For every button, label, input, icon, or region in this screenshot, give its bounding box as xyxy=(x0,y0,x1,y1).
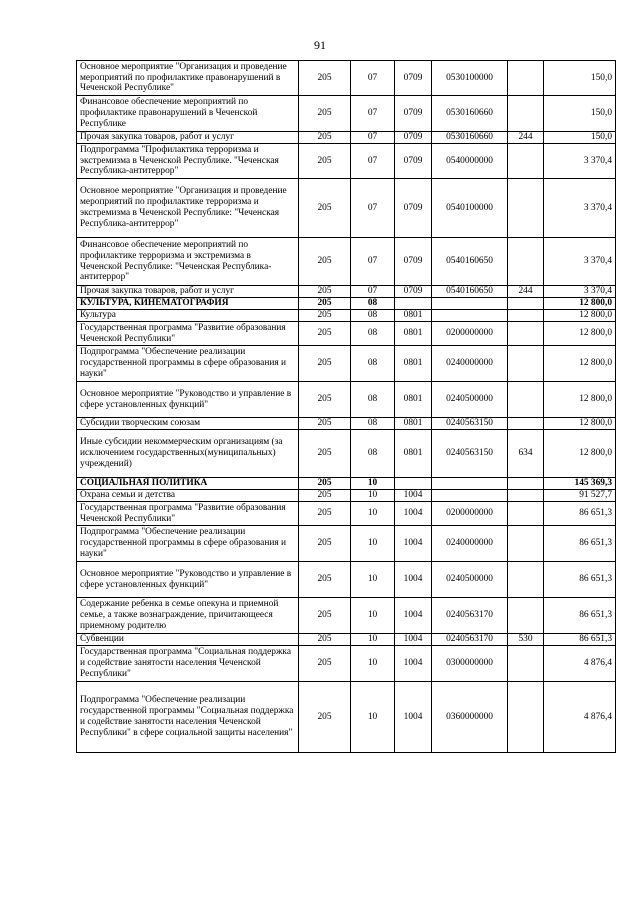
table-cell-ved: 205 xyxy=(299,61,351,96)
table-cell-cs: 0540100000 xyxy=(432,179,508,238)
table-cell-pr: 0709 xyxy=(395,179,432,238)
table-cell-vr xyxy=(508,61,544,96)
table-cell-cs: 0240563170 xyxy=(432,598,508,634)
table-cell-sum: 12 800,0 xyxy=(544,430,616,478)
table-cell-vr xyxy=(508,502,544,526)
table-cell-ved: 205 xyxy=(299,132,351,144)
table-cell-sum: 86 651,3 xyxy=(544,502,616,526)
table-cell-rz: 10 xyxy=(351,478,395,490)
table-cell-vr xyxy=(508,298,544,310)
table-cell-ved: 205 xyxy=(299,179,351,238)
table-cell-name: Финансовое обеспечение мероприятий по профилактике терроризма и экстремизма в Чеченской Республике: "Чеченская Республика-антитеррор" xyxy=(77,238,299,286)
table-cell-name: Субсидии творческим союзам xyxy=(77,418,299,430)
table-cell-vr xyxy=(508,526,544,562)
table-cell-ved: 205 xyxy=(299,96,351,132)
table-row xyxy=(77,430,616,478)
table-cell-sum: 4 876,4 xyxy=(544,646,616,682)
table-row xyxy=(77,346,616,382)
table-cell-vr xyxy=(508,346,544,382)
table-cell-vr: 530 xyxy=(508,634,544,646)
table-cell-sum: 86 651,3 xyxy=(544,598,616,634)
table-cell-name: Государственная программа "Социальная поддержка и содействие занятости населения Чеченской Республики" xyxy=(77,646,299,682)
page-number: 91 xyxy=(314,38,326,52)
table-cell-name: Подпрограмма "Обеспечение реализации государственной программы "Социальная поддержка и содействие занятости населения Чеченской Республики" в сфере социальной защиты населения" xyxy=(77,682,299,753)
table-row xyxy=(77,238,616,286)
table-cell-rz: 07 xyxy=(351,179,395,238)
table-cell-ved: 205 xyxy=(299,144,351,179)
table-row xyxy=(77,310,616,322)
table-cell-rz: 08 xyxy=(351,418,395,430)
table-cell-rz: 08 xyxy=(351,322,395,346)
table-cell-name: Подпрограмма "Обеспечение реализации государственной программы в сфере образования и науки" xyxy=(77,346,299,382)
table-cell-rz: 10 xyxy=(351,562,395,598)
table-cell-name: Основное мероприятие "Организация и проведение мероприятий по профилактике правонарушений в Чеченской Республике" xyxy=(77,61,299,96)
table-cell-vr xyxy=(508,490,544,502)
table-row xyxy=(77,598,616,634)
table-cell-sum: 150,0 xyxy=(544,132,616,144)
table-cell-pr: 0801 xyxy=(395,346,432,382)
table-cell-pr: 0709 xyxy=(395,144,432,179)
table-row xyxy=(77,490,616,502)
table-cell-ved: 205 xyxy=(299,562,351,598)
table-row xyxy=(77,286,616,298)
table-cell-ved: 205 xyxy=(299,634,351,646)
table-cell-ved: 205 xyxy=(299,502,351,526)
table-cell-vr xyxy=(508,382,544,418)
table-cell-rz: 08 xyxy=(351,346,395,382)
table-cell-sum: 12 800,0 xyxy=(544,322,616,346)
table-cell-name: Культура xyxy=(77,310,299,322)
table-cell-cs: 0540160650 xyxy=(432,286,508,298)
table-cell-name: Основное мероприятие "Руководство и управление в сфере установленных функций" xyxy=(77,382,299,418)
table-cell-cs xyxy=(432,298,508,310)
table-cell-cs: 0240563150 xyxy=(432,430,508,478)
table-row xyxy=(77,562,616,598)
table-cell-rz: 07 xyxy=(351,238,395,286)
table-cell-name: Иные субсидии некоммерческим организациям (за исключением государственных(муниципальных) учреждений) xyxy=(77,430,299,478)
table-cell-vr: 244 xyxy=(508,132,544,144)
table-cell-sum: 3 370,4 xyxy=(544,238,616,286)
table-cell-vr xyxy=(508,478,544,490)
table-cell-pr: 0801 xyxy=(395,430,432,478)
table-cell-cs: 0240000000 xyxy=(432,346,508,382)
table-row xyxy=(77,646,616,682)
table-row xyxy=(77,634,616,646)
table-row xyxy=(77,132,616,144)
table-cell-vr xyxy=(508,96,544,132)
table-cell-sum: 3 370,4 xyxy=(544,144,616,179)
table-cell-pr xyxy=(395,298,432,310)
table-cell-cs: 0200000000 xyxy=(432,502,508,526)
table-cell-name: Содержание ребенка в семье опекуна и приемной семье, а также вознаграждение, причитающееся приемному родителю xyxy=(77,598,299,634)
table-cell-cs xyxy=(432,310,508,322)
table-cell-vr xyxy=(508,598,544,634)
table-cell-pr: 1004 xyxy=(395,490,432,502)
table-section-row xyxy=(77,298,616,310)
table-cell-vr xyxy=(508,646,544,682)
table-cell-ved: 205 xyxy=(299,526,351,562)
table-cell-sum: 12 800,0 xyxy=(544,346,616,382)
table-cell-ved: 205 xyxy=(299,310,351,322)
table-cell-cs: 0540000000 xyxy=(432,144,508,179)
table-cell-pr: 1004 xyxy=(395,646,432,682)
table-row xyxy=(77,322,616,346)
table-cell-rz: 08 xyxy=(351,382,395,418)
table-cell-pr: 0709 xyxy=(395,132,432,144)
table-cell-sum: 150,0 xyxy=(544,96,616,132)
table-row xyxy=(77,179,616,238)
table-cell-pr: 0709 xyxy=(395,96,432,132)
table-cell-cs: 0240563170 xyxy=(432,634,508,646)
table-cell-sum: 86 651,3 xyxy=(544,634,616,646)
table-row xyxy=(77,418,616,430)
table-cell-ved: 205 xyxy=(299,322,351,346)
table-cell-name: Подпрограмма "Профилактика терроризма и экстремизма в Чеченской Республике. "Чеченская Республика-антитеррор" xyxy=(77,144,299,179)
table-cell-pr: 1004 xyxy=(395,502,432,526)
table-cell-ved: 205 xyxy=(299,382,351,418)
table-cell-vr xyxy=(508,322,544,346)
table-cell-rz: 08 xyxy=(351,298,395,310)
table-cell-vr: 634 xyxy=(508,430,544,478)
table-cell-name: Государственная программа "Развитие образования Чеченской Республики" xyxy=(77,502,299,526)
table-cell-rz: 10 xyxy=(351,634,395,646)
table-row xyxy=(77,682,616,753)
table-cell-vr: 244 xyxy=(508,286,544,298)
table-row xyxy=(77,382,616,418)
table-row xyxy=(77,526,616,562)
table-cell-vr xyxy=(508,418,544,430)
table-cell-sum: 86 651,3 xyxy=(544,562,616,598)
table-cell-sum: 3 370,4 xyxy=(544,179,616,238)
table-cell-rz: 10 xyxy=(351,526,395,562)
table-cell-sum: 12 800,0 xyxy=(544,298,616,310)
table-row xyxy=(77,61,616,96)
table-cell-pr: 1004 xyxy=(395,526,432,562)
table-cell-cs: 0240500000 xyxy=(432,562,508,598)
table-cell-name: КУЛЬТУРА, КИНЕМАТОГРАФИЯ xyxy=(77,298,299,310)
table-cell-name: Основное мероприятие "Организация и проведение мероприятий по профилактике терроризма и экстремизма в Чеченской Республике: "Чеченская Республика-антитеррор" xyxy=(77,179,299,238)
table-cell-pr: 0801 xyxy=(395,310,432,322)
table-cell-name: Финансовое обеспечение мероприятий по профилактике правонарушений в Чеченской Республике xyxy=(77,96,299,132)
table-cell-rz: 10 xyxy=(351,502,395,526)
table-cell-pr: 0709 xyxy=(395,238,432,286)
table-cell-cs: 0200000000 xyxy=(432,322,508,346)
table-cell-cs: 0240000000 xyxy=(432,526,508,562)
table-cell-sum: 12 800,0 xyxy=(544,418,616,430)
table-cell-vr xyxy=(508,238,544,286)
table-cell-ved: 205 xyxy=(299,238,351,286)
table-cell-cs: 0530160660 xyxy=(432,132,508,144)
table-cell-name: Субвенции xyxy=(77,634,299,646)
table-cell-ved: 205 xyxy=(299,418,351,430)
budget-table xyxy=(76,60,616,753)
table-cell-sum: 91 527,7 xyxy=(544,490,616,502)
table-cell-sum: 145 369,3 xyxy=(544,478,616,490)
table-cell-rz: 10 xyxy=(351,490,395,502)
table-cell-cs xyxy=(432,478,508,490)
table-cell-cs: 0300000000 xyxy=(432,646,508,682)
table-cell-ved: 205 xyxy=(299,298,351,310)
table-cell-cs: 0530100000 xyxy=(432,61,508,96)
table-cell-pr: 0709 xyxy=(395,286,432,298)
table-cell-rz: 10 xyxy=(351,682,395,753)
table-cell-rz: 07 xyxy=(351,132,395,144)
table-cell-pr: 0801 xyxy=(395,322,432,346)
table-cell-rz: 07 xyxy=(351,61,395,96)
table-cell-pr: 0709 xyxy=(395,61,432,96)
table-cell-name: Прочая закупка товаров, работ и услуг xyxy=(77,132,299,144)
table-cell-rz: 08 xyxy=(351,310,395,322)
table-cell-sum: 12 800,0 xyxy=(544,382,616,418)
table-cell-ved: 205 xyxy=(299,490,351,502)
table-cell-ved: 205 xyxy=(299,682,351,753)
table-cell-pr: 1004 xyxy=(395,682,432,753)
table-cell-cs: 0530160660 xyxy=(432,96,508,132)
table-cell-vr xyxy=(508,562,544,598)
table-cell-name: Государственная программа "Развитие образования Чеченской Республики" xyxy=(77,322,299,346)
table-cell-vr xyxy=(508,179,544,238)
table-cell-ved: 205 xyxy=(299,286,351,298)
table-cell-ved: 205 xyxy=(299,346,351,382)
table-cell-pr: 0801 xyxy=(395,418,432,430)
table-cell-vr xyxy=(508,682,544,753)
table-cell-rz: 07 xyxy=(351,286,395,298)
table-cell-name: Основное мероприятие "Руководство и управление в сфере установленных функций" xyxy=(77,562,299,598)
table-cell-pr: 1004 xyxy=(395,562,432,598)
table-cell-rz: 07 xyxy=(351,144,395,179)
table-row xyxy=(77,144,616,179)
table-cell-rz: 10 xyxy=(351,598,395,634)
table-cell-vr xyxy=(508,144,544,179)
table-cell-name: Прочая закупка товаров, работ и услуг xyxy=(77,286,299,298)
table-cell-name: СОЦИАЛЬНАЯ ПОЛИТИКА xyxy=(77,478,299,490)
table-cell-sum: 86 651,3 xyxy=(544,526,616,562)
table-cell-pr: 1004 xyxy=(395,598,432,634)
table-cell-sum: 150,0 xyxy=(544,61,616,96)
table-cell-rz: 07 xyxy=(351,96,395,132)
table-cell-cs: 0240500000 xyxy=(432,382,508,418)
table-cell-ved: 205 xyxy=(299,646,351,682)
table-cell-cs xyxy=(432,490,508,502)
table-section-row xyxy=(77,478,616,490)
table-cell-name: Охрана семьи и детства xyxy=(77,490,299,502)
table-cell-cs: 0360000000 xyxy=(432,682,508,753)
table-cell-ved: 205 xyxy=(299,430,351,478)
table-cell-rz: 10 xyxy=(351,646,395,682)
table-cell-ved: 205 xyxy=(299,598,351,634)
table-cell-cs: 0240563150 xyxy=(432,418,508,430)
table-cell-name: Подпрограмма "Обеспечение реализации государственной программы в сфере образования и науки" xyxy=(77,526,299,562)
table-cell-pr xyxy=(395,478,432,490)
table-cell-ved: 205 xyxy=(299,478,351,490)
table-cell-rz: 08 xyxy=(351,430,395,478)
table-cell-sum: 3 370,4 xyxy=(544,286,616,298)
table-cell-pr: 1004 xyxy=(395,634,432,646)
table-row xyxy=(77,502,616,526)
table-cell-sum: 4 876,4 xyxy=(544,682,616,753)
table-cell-vr xyxy=(508,310,544,322)
table-cell-cs: 0540160650 xyxy=(432,238,508,286)
table-row xyxy=(77,96,616,132)
table-cell-pr: 0801 xyxy=(395,382,432,418)
table-cell-sum: 12 800,0 xyxy=(544,310,616,322)
